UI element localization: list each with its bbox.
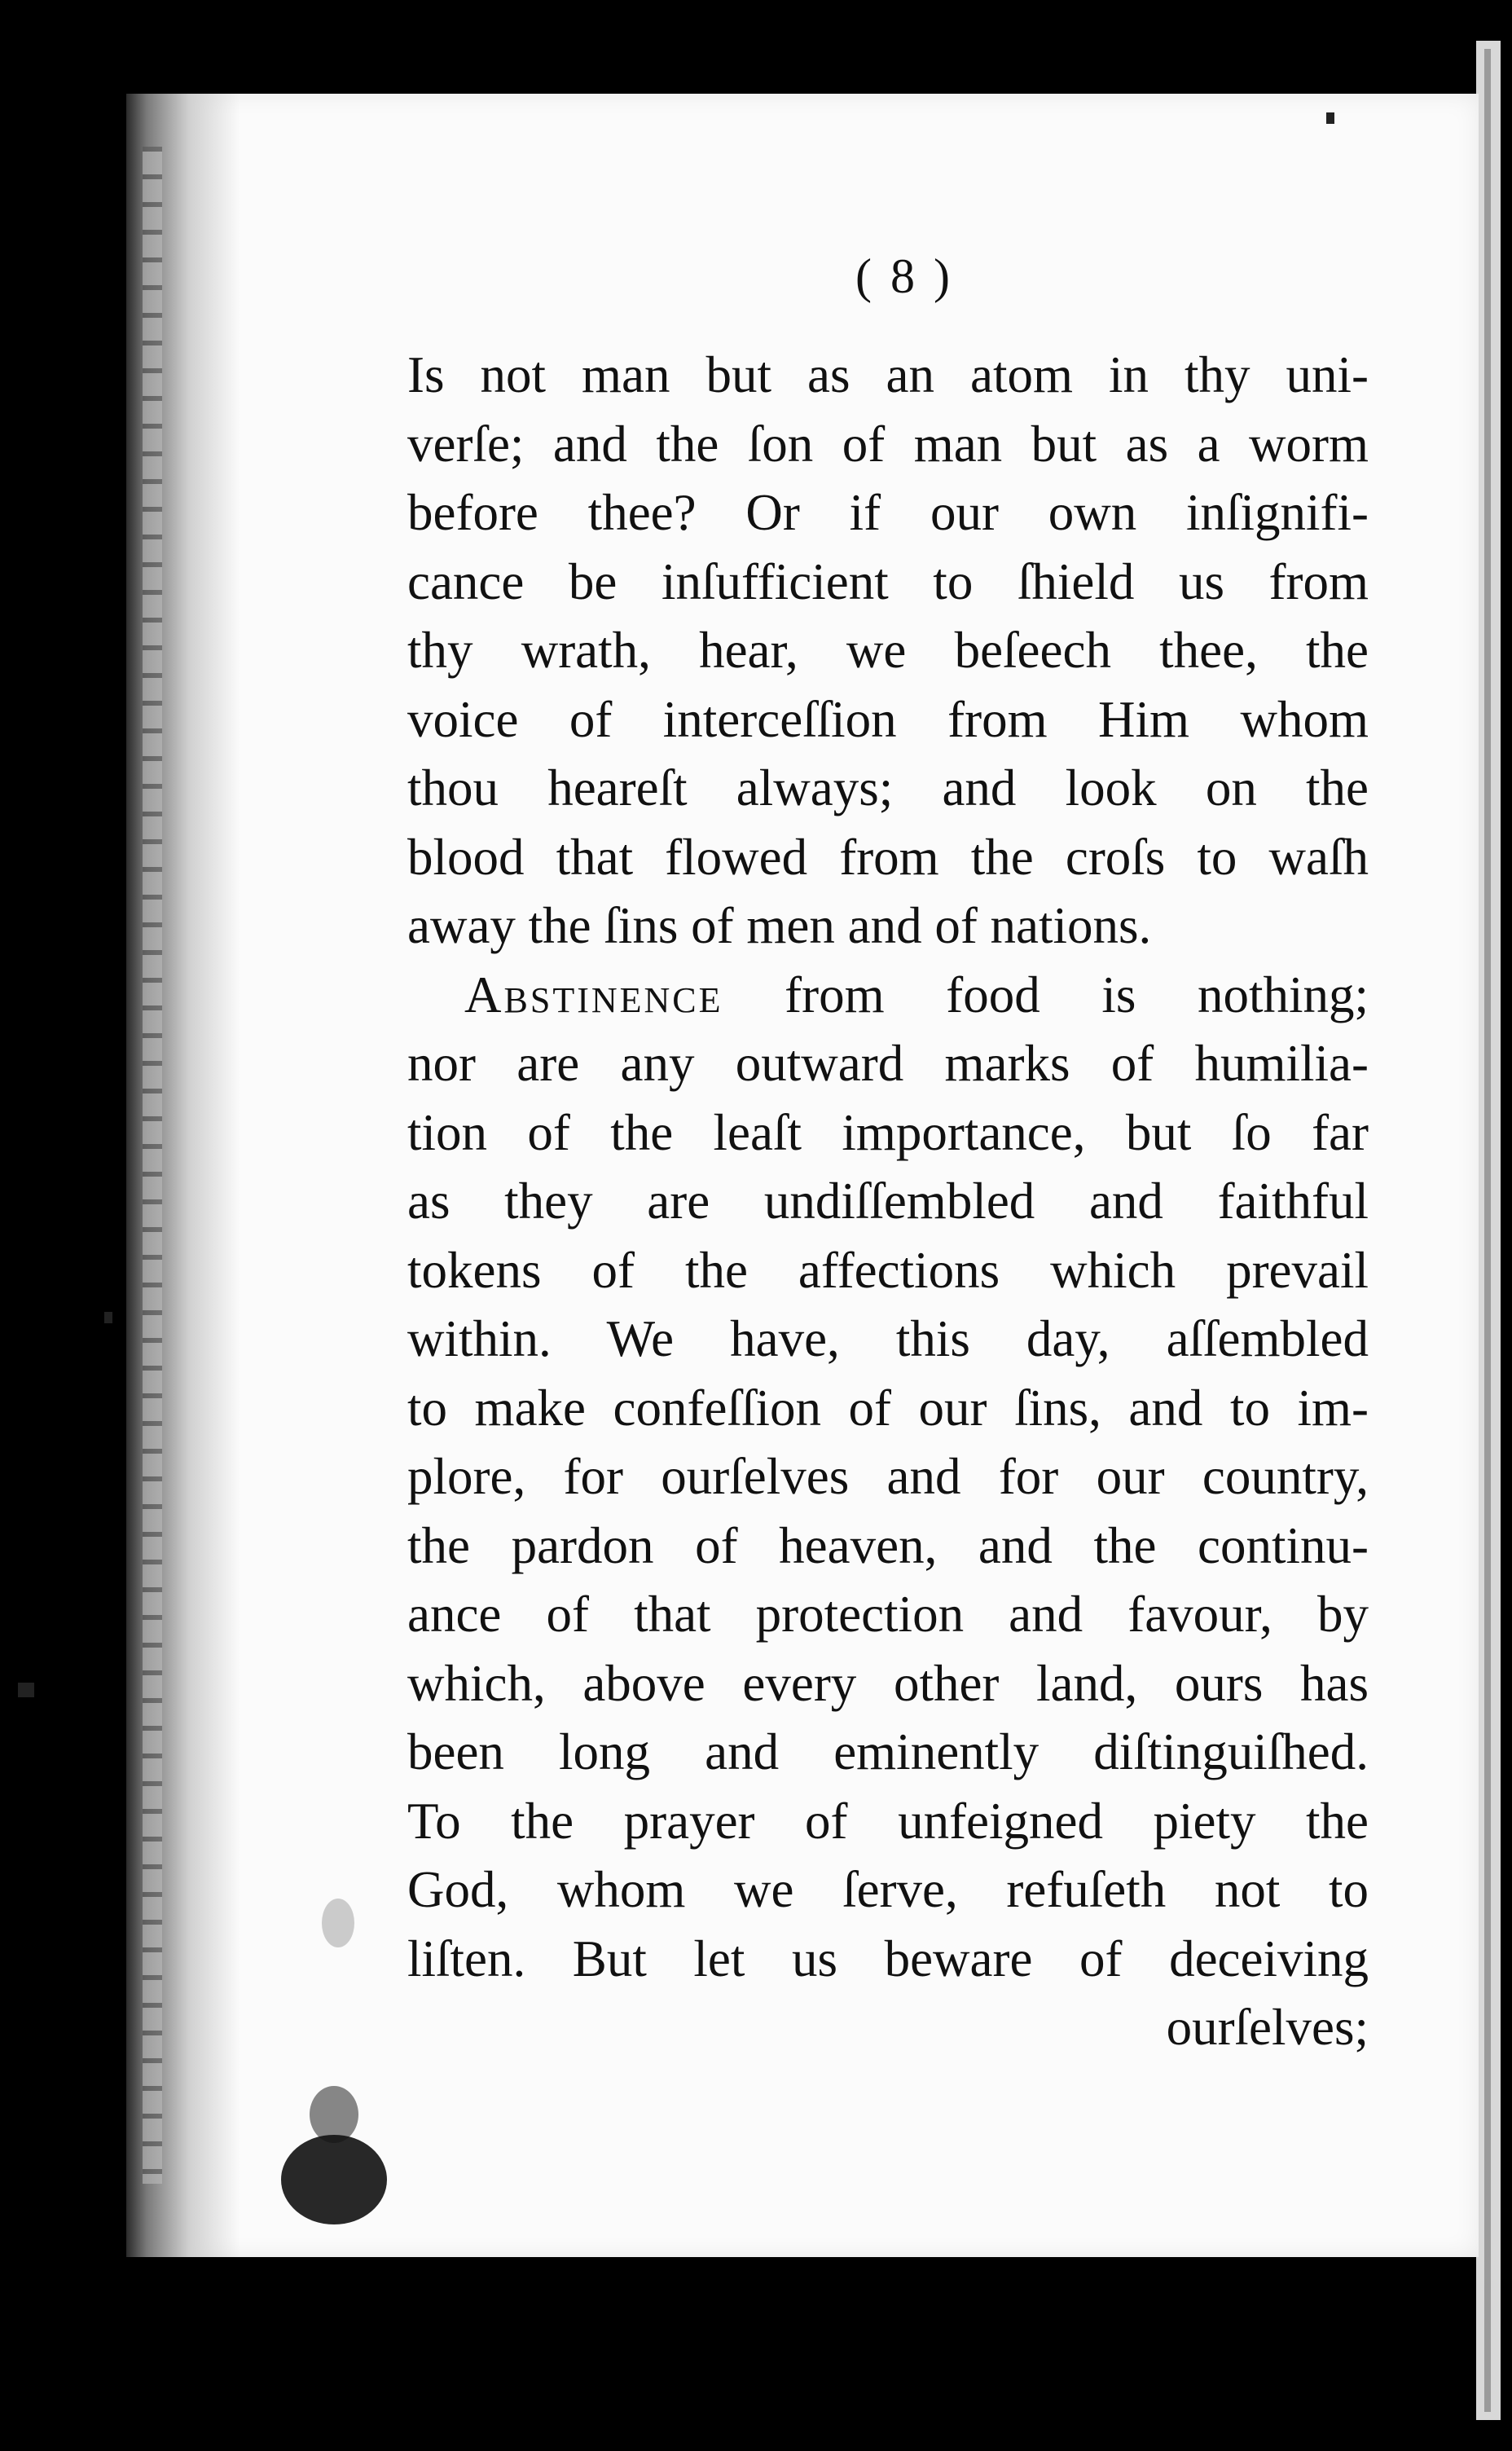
text-line: verſe; and the ſon of man but as a worm [407,415,1369,473]
margin-speck [18,1683,34,1697]
text-line: Is not man but as an atom in thy uni- [407,346,1369,403]
catchword: ourſelves; [1166,1999,1369,2056]
margin-speck [104,1312,112,1323]
text-line: liſten. But let us beware of deceiving [407,1930,1369,1987]
text-line: ance of that protection and favour, by [407,1586,1369,1643]
text-line: before thee? Or if our own inſignifi- [407,484,1369,541]
text-line: plore, for ourſelves and for our country, [407,1448,1369,1505]
margin-speck [1326,112,1334,124]
text-line: voice of interceſſion from Him whom [407,690,1369,748]
text-line: thou heareſt always; and look on the [407,759,1369,816]
text-line: thy wrath, hear, we beſeech thee, the [407,622,1369,679]
text-line: as they are undiſſembled and faithful [407,1173,1369,1230]
page-number: ( 8 ) [855,249,953,303]
text-line: away the ſins of men and of nations. [407,897,1152,954]
paragraph-start-line [407,961,1369,1030]
text-fragment: from food is nothing; [785,966,1369,1023]
text-line: blood that flowed from the croſs to waſh [407,828,1369,886]
ink-smudge [322,1899,354,1947]
text-line: the pardon of heaven, and the continu- [407,1516,1369,1574]
text-line: which, above every other land, ours has [407,1654,1369,1712]
text-line: tokens of the affections which prevail [407,1241,1369,1299]
lead-word: Abstinence [464,966,723,1023]
ink-smudge [310,2086,358,2143]
text-line: God, whom we ſerve, refuſeth not to [407,1861,1369,1918]
text-line: nor are any outward marks of humilia- [407,1035,1369,1092]
binding-stitching [143,147,162,2184]
body-text [407,341,1369,2062]
next-page-edge-shadow [1484,49,1491,2412]
text-line: cance be inſufficient to ſhield us from [407,552,1369,610]
text-line: to make confeſſion of our ſins, and to im- [407,1379,1369,1437]
text-line: To the prayer of unfeigned piety the [407,1792,1369,1850]
text-line: within. We have, this day, aſſembled [407,1310,1369,1367]
text-line: tion of the leaſt importance, but ſo far [407,1103,1369,1161]
text-line: been long and eminently diſtinguiſhed. [407,1723,1369,1780]
ink-smudge [281,2135,387,2224]
